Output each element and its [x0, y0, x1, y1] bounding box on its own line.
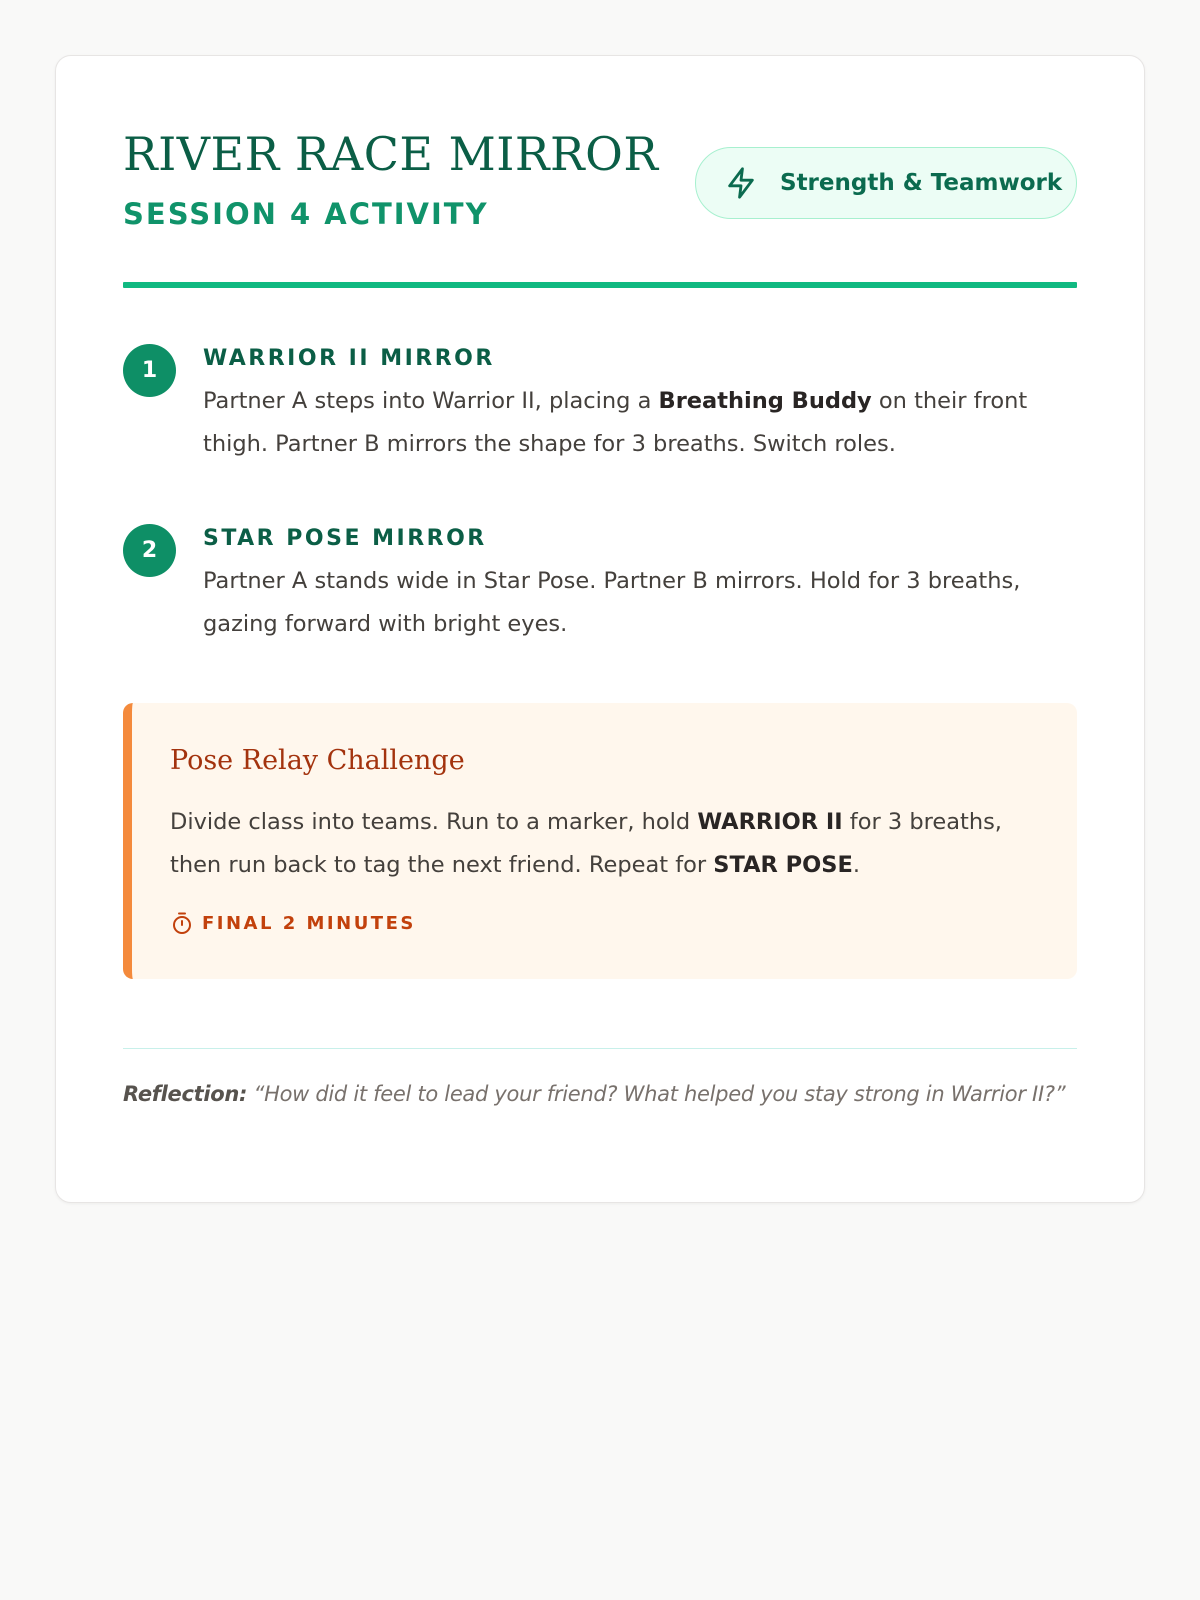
- challenge-description: [170, 801, 1047, 887]
- challenge-highlight: STAR POSE: [713, 852, 853, 878]
- step-text: Partner A steps into Warrior II, placing a: [203, 388, 659, 414]
- step-title: WARRIOR II MIRROR: [203, 346, 495, 371]
- activity-card: [55, 55, 1145, 1203]
- reflection-note: [123, 1082, 1077, 1106]
- step-description: Partner A stands wide in Star Pose. Partner B mirrors. Hold for 3 breaths, gazing forward with bright eyes.: [203, 568, 1021, 637]
- page-title: RIVER RACE MIRROR: [123, 127, 659, 181]
- challenge-box: [123, 703, 1077, 979]
- step-text: on their front thigh. Partner B mirrors the shape for 3 breaths. Switch roles.: [203, 388, 1028, 457]
- challenge-text: .: [852, 852, 861, 878]
- step-number-badge: 2: [123, 524, 176, 577]
- step-title: STAR POSE MIRROR: [203, 526, 487, 551]
- step-description: [203, 380, 1077, 466]
- category-badge: [695, 147, 1077, 219]
- stopwatch-icon: [170, 911, 194, 935]
- reflection-label: Reflection:: [123, 1082, 248, 1106]
- reflection-quote: “How did it feel to lead your friend? What helped you stay strong in Warrior II?”: [253, 1082, 1066, 1106]
- session-subtitle: SESSION 4 ACTIVITY: [123, 197, 489, 231]
- badge-label: Strength & Teamwork: [780, 170, 1063, 196]
- footer-divider: [123, 1048, 1077, 1049]
- challenge-text: for 3 breaths, then run back to tag the next friend. Repeat for: [170, 809, 1002, 878]
- card-content: [123, 56, 1077, 1202]
- step-number-badge: 1: [123, 344, 176, 397]
- challenge-title: Pose Relay Challenge: [170, 745, 465, 776]
- lightning-bolt-icon: [724, 166, 758, 200]
- challenge-text: Divide class into teams. Run to a marker, hold: [170, 809, 698, 835]
- header-divider: [123, 282, 1077, 288]
- timer-label: FINAL 2 MINUTES: [202, 912, 416, 934]
- challenge-timer: [170, 911, 416, 935]
- challenge-highlight: WARRIOR II: [697, 809, 843, 835]
- step-highlight: Breathing Buddy: [658, 388, 872, 414]
